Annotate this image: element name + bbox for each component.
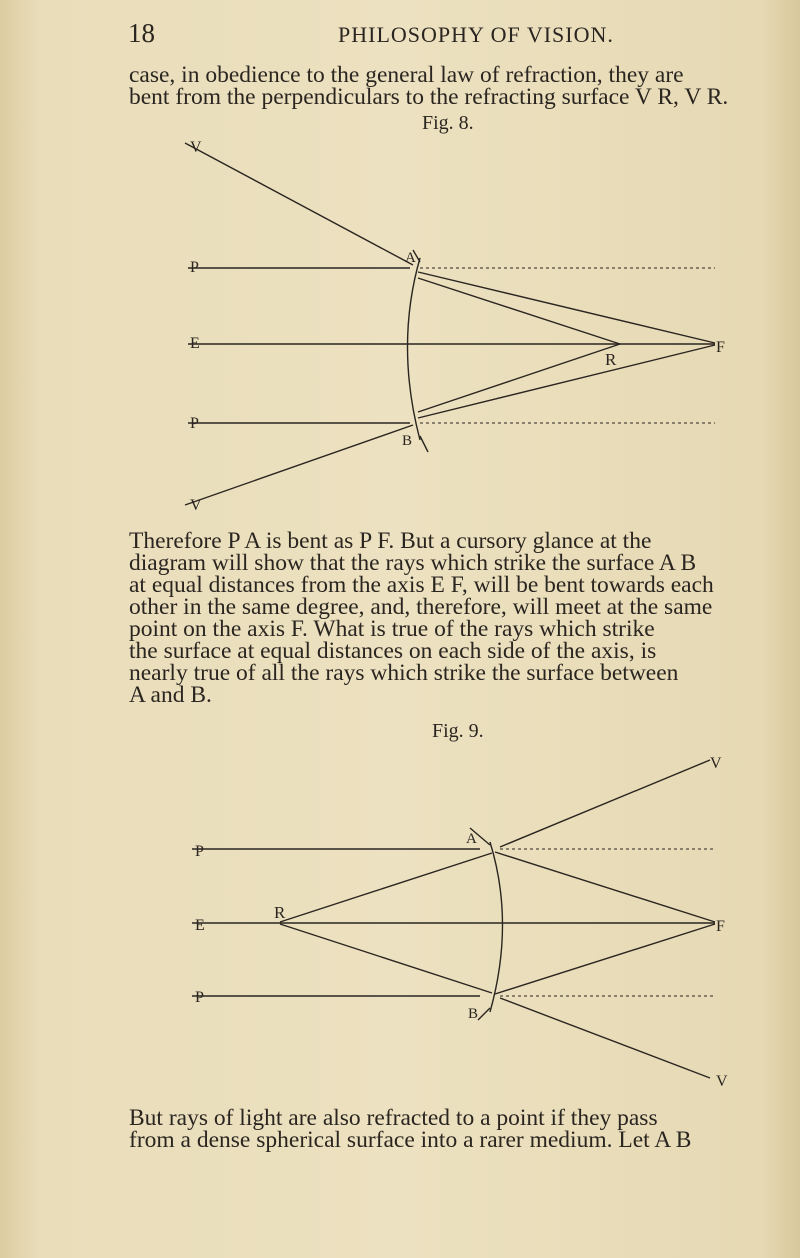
fig8-label-v-top: V xyxy=(190,139,202,156)
fig9-label-v-top: V xyxy=(710,755,722,772)
paragraph-2-line: at equal distances from the axis E F, will be bent towards each xyxy=(129,572,714,598)
fig8-tick-b xyxy=(420,436,428,452)
paragraph-2-line: point on the axis F. What is true of the rays which strike xyxy=(129,616,655,642)
paragraph-2-line: other in the same degree, and, therefore, will meet at the same xyxy=(129,594,713,620)
paragraph-2-line: nearly true of all the rays which strike the surface between xyxy=(129,660,679,686)
fig8-perpendicular-top xyxy=(185,143,413,265)
fig8-refracted-ray-bottom xyxy=(418,345,715,418)
paragraph-2-line: Therefore P A is bent as P F. But a cursory glance at the xyxy=(129,528,652,554)
paragraph-1-line: bent from the perpendiculars to the refracting surface V R, V R. xyxy=(129,84,729,110)
fig8-label-e: E xyxy=(190,335,200,352)
fig8-diagram xyxy=(0,0,800,520)
fig9-label-r: R xyxy=(274,903,286,922)
fig8-label-a: A xyxy=(405,250,416,266)
fig9-label-v-bottom: V xyxy=(716,1073,728,1090)
fig8-caption: Fig. 8. xyxy=(422,112,474,134)
fig9-label-a: A xyxy=(466,831,477,847)
fig8-refracting-surface xyxy=(408,258,421,440)
fig9-caption: Fig. 9. xyxy=(432,720,484,742)
fig8-label-f: F xyxy=(716,339,725,356)
paragraph-2 xyxy=(129,530,769,706)
fig9-label-p-top: P xyxy=(195,843,204,860)
fig8-label-v-bottom: V xyxy=(190,497,202,514)
fig9-label-b: B xyxy=(468,1006,479,1022)
fig8-refracted-ray-top xyxy=(418,272,715,343)
paragraph-1-line: case, in obedience to the general law of refraction, they are xyxy=(129,62,684,88)
fig9-label-p-bottom: P xyxy=(195,989,204,1006)
paragraph-3 xyxy=(129,1107,769,1151)
fig8-perpendicular-bottom xyxy=(185,425,413,505)
fig8-normal-top xyxy=(418,278,620,344)
fig9-label-f: F xyxy=(716,918,725,935)
fig8-label-r: R xyxy=(605,350,617,369)
fig8-label-p-bottom: P xyxy=(190,415,199,432)
paragraph-2-line: A and B. xyxy=(129,682,212,708)
paragraph-2-line: diagram will show that the rays which strike the surface A B xyxy=(129,550,697,576)
fig8-normal-bottom xyxy=(418,344,620,412)
paragraph-2-line: the surface at equal distances on each side of the axis, is xyxy=(129,638,657,664)
paragraph-3-line: from a dense spherical surface into a rarer medium. Let A B xyxy=(129,1127,692,1153)
paragraph-3-line: But rays of light are also refracted to a point if they pass xyxy=(129,1105,658,1131)
fig9-label-e: E xyxy=(195,917,205,934)
running-head: PHILOSOPHY OF VISION. xyxy=(338,22,614,47)
page-number: 18 xyxy=(128,18,155,48)
fig8-label-b: B xyxy=(402,433,413,449)
fig8-label-p-top: P xyxy=(190,259,199,276)
